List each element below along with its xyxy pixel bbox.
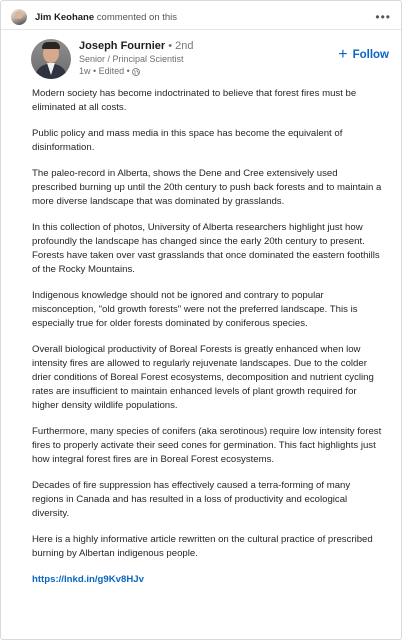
article-link[interactable]: https://lnkd.in/g9Kv8HJv: [32, 574, 144, 585]
globe-icon: [132, 67, 140, 75]
header-divider: [1, 29, 401, 30]
author-name[interactable]: Joseph Fournier: [79, 40, 166, 52]
plus-icon: +: [338, 46, 348, 63]
post-paragraph: The paleo-record in Alberta, shows the Dene and Cree extensively used prescribed burning up until the 20th century to push back forests and to maintain a more diverse landscape that was dominated by grasslands.: [32, 168, 382, 207]
activity-action: commented on this: [96, 11, 178, 23]
activity-text: [35, 12, 177, 23]
post-paragraph: Indigenous knowledge should not be ignored and contrary to popular misconception, "old growth forests" were not the preferred landscape. This is especially true for older forests dominated by coniferous species.: [32, 290, 358, 329]
post-author: [31, 39, 389, 83]
author-info: [79, 39, 194, 77]
more-options-icon[interactable]: •••: [375, 10, 391, 24]
comment-activity-header: [11, 7, 391, 27]
commenter-name[interactable]: Jim Keohane: [35, 11, 95, 23]
post-paragraph: Overall biological productivity of Boreal Forests is greatly enhanced when low intensity fires are allowed to regularly rejuvenate landscapes. Due to the colder drier conditions of Boreal Forest ecosystems, decomposition and nutrient cycling rates are insufficient to maintain enhanced levels of plant growth required for higher density wildlife populations.: [32, 344, 374, 411]
post-meta: [79, 65, 194, 77]
author-name-line: [79, 39, 194, 53]
post-paragraph: Decades of fire suppression has effectively caused a terra-forming of many regions in Canada and has resulted in a loss of productivity and ecological diversity.: [32, 480, 351, 519]
follow-button[interactable]: [338, 46, 389, 63]
post-body: [32, 87, 384, 599]
post-paragraph: Public policy and mass media in this space has become the equivalent of disinformation.: [32, 128, 343, 153]
post-paragraph: Modern society has become indoctrinated to believe that forest fires must be eliminated at all costs.: [32, 88, 357, 113]
post-paragraph: In this collection of photos, University of Alberta researchers highlight just how profoundly the landscape has changed since the early 20th century to present. Forests have taken over vast grasslands that once dominated the eastern foothills of the Rocky Mountains.: [32, 222, 380, 275]
author-headline: Senior / Principal Scientist: [79, 54, 184, 64]
post-timestamp: 1w • Edited •: [79, 66, 130, 76]
follow-label: Follow: [352, 49, 389, 61]
post-paragraph: Here is a highly informative article rewritten on the cultural practice of prescribed burning by Albertan indigenous people.: [32, 534, 373, 559]
commenter-avatar[interactable]: [11, 9, 27, 25]
connection-degree: • 2nd: [168, 40, 194, 52]
author-avatar[interactable]: [31, 39, 71, 79]
post-paragraph: Furthermore, many species of conifers (aka serotinous) require low intensity forest fires to properly activate their seed cones for germination. This fact highlights just how integral forest fires are in Boreal Forest ecosystems.: [32, 426, 382, 465]
